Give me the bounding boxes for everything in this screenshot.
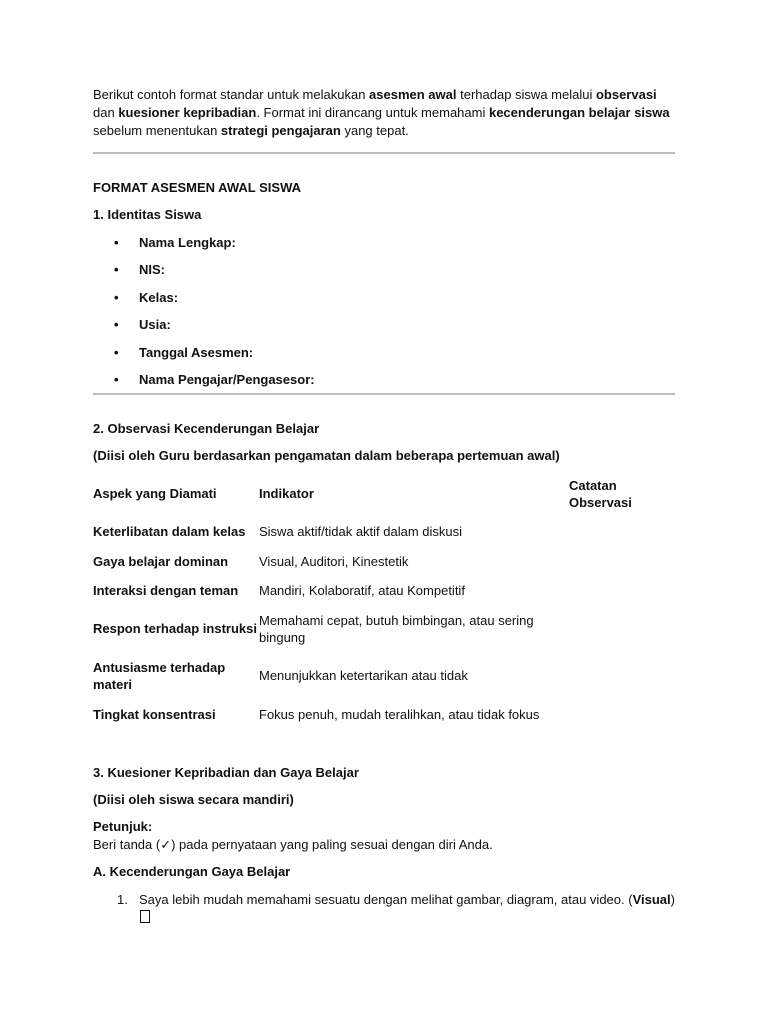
bullet-icon: •: [114, 317, 119, 333]
identity-field-label: Kelas:: [139, 289, 179, 305]
table-row: [93, 548, 675, 576]
intro-text: Berikut contoh format standar untuk melakukan: [93, 87, 370, 102]
question-style-label: Visual: [632, 891, 671, 907]
aspect-cell: Tingkat konsentrasi: [93, 707, 216, 723]
table-row: [93, 652, 675, 700]
intro-bold: kuesioner kepribadian: [118, 105, 257, 120]
aspect-cell: Antusiasme terhadap materi: [93, 659, 226, 692]
aspect-cell: Respon terhadap instruksi: [93, 621, 257, 637]
table-header-row: [93, 472, 675, 516]
aspect-cell: Keterlibatan dalam kelas: [93, 524, 246, 540]
intro-text: yang tepat.: [340, 123, 409, 138]
identity-field-label: NIS:: [139, 262, 165, 278]
divider: [93, 152, 675, 154]
section2-title: 2. Observasi Kecenderungan Belajar: [93, 420, 320, 436]
identity-field-label: Tanggal Asesmen:: [139, 344, 254, 360]
intro-text: . Format ini dirancang untuk memahami: [256, 105, 489, 120]
notes-cell: [569, 606, 675, 652]
question-text: Saya lebih mudah memahami sesuatu dengan melihat gambar, diagram, atau video. (: [139, 891, 633, 907]
intro-text: sebelum menentukan: [93, 123, 221, 138]
intro-bold: asesmen awal: [369, 87, 457, 102]
bullet-icon: •: [114, 371, 119, 387]
instruction-label: Petunjuk:: [93, 818, 153, 834]
indicator-cell: Mandiri, Kolaboratif, atau Kompetitif: [259, 583, 465, 599]
notes-cell: [569, 576, 675, 606]
identity-field-label: Usia:: [139, 317, 171, 333]
intro-text: terhadap siswa melalui: [456, 87, 596, 102]
indicator-cell: Visual, Auditori, Kinestetik: [259, 554, 409, 570]
identity-field-label: Nama Lengkap:: [139, 235, 236, 250]
identity-field: [93, 289, 675, 316]
question-item: [93, 891, 675, 927]
identity-field-label: Nama Pengajar/Pengasesor:: [139, 371, 315, 387]
bullet-icon: •: [114, 235, 119, 250]
format-title: FORMAT ASESMEN AWAL SISWA: [93, 180, 302, 195]
instruction-text: Beri tanda (✓) pada pernyataan yang paling sesuai dengan diri Anda.: [93, 836, 493, 852]
identity-field: [93, 316, 675, 343]
table-header-cell: Aspek yang Diamati: [93, 486, 217, 502]
divider: [93, 393, 675, 395]
aspect-cell: Interaksi dengan teman: [93, 583, 239, 599]
table-row: [93, 700, 675, 730]
question-close: ): [670, 891, 675, 907]
document-page: [93, 86, 675, 927]
indicator-cell: Siswa aktif/tidak aktif dalam diskusi: [259, 524, 463, 540]
notes-cell: [569, 652, 675, 700]
indicator-cell: Fokus penuh, mudah teralihkan, atau tidak fokus: [259, 707, 540, 723]
table-row: [93, 516, 675, 548]
bullet-icon: •: [114, 344, 119, 360]
section2-note: (Diisi oleh Guru berdasarkan pengamatan dalam beberapa pertemuan awal): [93, 447, 560, 463]
table-header-cell: Indikator: [259, 486, 314, 502]
section3-note: (Diisi oleh siswa secara mandiri): [93, 791, 294, 807]
subsection-a-title: A. Kecenderungan Gaya Belajar: [93, 863, 291, 879]
table-header-cell: Catatan Observasi: [569, 477, 632, 510]
intro-bold: kecenderungan belajar siswa: [488, 105, 670, 120]
observation-table: [93, 472, 675, 730]
identity-field: [93, 261, 675, 288]
section3-title: 3. Kuesioner Kepribadian dan Gaya Belajar: [93, 764, 359, 780]
bullet-icon: •: [114, 262, 119, 278]
indicator-cell: Memahami cepat, butuh bimbingan, atau sering bingung: [259, 612, 534, 645]
identity-field: [93, 234, 675, 261]
identity-field: [93, 344, 675, 371]
indicator-cell: Menunjukkan ketertarikan atau tidak: [259, 668, 468, 684]
intro-bold: strategi pengajaran: [220, 123, 341, 138]
bullet-icon: •: [114, 289, 119, 305]
notes-cell: [569, 516, 675, 548]
intro-text: dan: [93, 105, 119, 120]
table-row: [93, 576, 675, 606]
aspect-cell: Gaya belajar dominan: [93, 554, 229, 570]
question-list: [93, 891, 675, 927]
notes-cell: [569, 548, 675, 576]
identity-field-list: [93, 234, 675, 391]
intro-bold: observasi: [595, 87, 657, 102]
question-number: 1.: [117, 891, 128, 907]
table-row: [93, 606, 675, 652]
section1-title: 1. Identitas Siswa: [93, 207, 202, 222]
intro-paragraph: [93, 86, 675, 140]
notes-cell: [569, 700, 675, 730]
checkbox-icon[interactable]: [140, 910, 150, 923]
identity-field: [93, 371, 675, 391]
